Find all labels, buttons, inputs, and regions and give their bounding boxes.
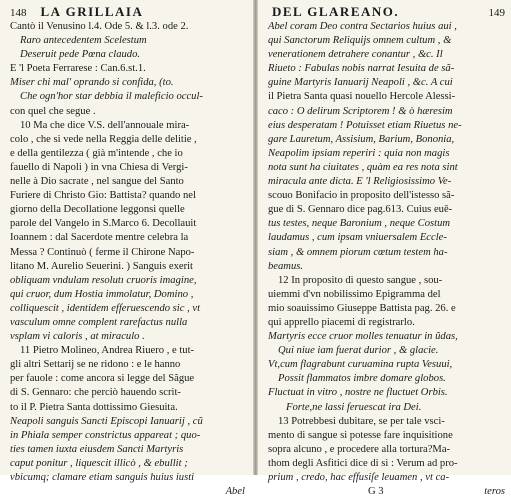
page-number-right: 149	[488, 7, 505, 19]
text-line: gue di S. Gennaro dice pag.613. Cuius euē-	[268, 204, 453, 216]
text-line: Abel coram Deo contra Sectarios huius aui ,	[268, 21, 457, 32]
text-line: Che ogn'hor star debbia il maleficio occul-	[20, 91, 203, 103]
text-line: to il P. Pietra Santa dottissimo Giesuita.	[10, 401, 178, 413]
text-line: in Phiala semper constrictus appareat ; quo-	[10, 429, 201, 441]
text-line: 11 Pietro Molineo, Andrea Riuero , e tut-	[20, 345, 195, 357]
text-line: E 'l Poeta Ferrarese : Can.6.st.1.	[10, 63, 146, 75]
text-line: Vt,cum flagrabunt curuamina rupta Vesuui,	[268, 359, 453, 371]
text-line: e della gentilezza ( già m'intende , che io	[10, 147, 183, 159]
text-line: qui cruor, dum Hostia immolatur, Domino ,	[10, 288, 194, 300]
text-line: scouo Bonifacio in proposito dell'istesso sã-	[268, 190, 455, 202]
text-line: sopra alcuno , e procedere alla tortura?Ma-	[268, 443, 451, 455]
text-line: Possit flammatos imbre domare globos.	[278, 373, 446, 385]
text-line: Neapoli sanguis Sancti Episcopi Ianuarij , cũ	[10, 415, 203, 427]
page-number-left: 148	[10, 7, 27, 19]
left-page-footer	[10, 485, 245, 499]
text-line: prium , credo, hac effusiſe leuamen , vt ca-	[268, 472, 450, 483]
text-line: Riueto : Fabulas nobis narrat Iesuita de sã-	[268, 63, 455, 75]
text-line: Qui niue iam fuerat durior , & glacie.	[278, 345, 439, 357]
text-line: Neapolim ipsiam reperiri : quia non magis	[268, 147, 450, 159]
text-line: nelle à Dio sacrate , nel sangue del Santo	[10, 176, 184, 188]
left-page-header	[10, 4, 245, 20]
right-page-footer	[268, 485, 505, 499]
text-line: vasculum omne complent rarefactus nulla	[10, 316, 188, 328]
text-line: per fauole : come ancora si legge del Sãgue	[10, 373, 195, 385]
text-line: caco : O delirum Scriptorem ! & ò hæresim	[268, 105, 453, 117]
running-title-right: DEL GLAREANO.	[272, 4, 400, 19]
text-line: vbicumq; clamare etiam sanguis huius iusti	[10, 472, 195, 483]
text-line: mento di sangue si potesse fare inquisitione	[268, 429, 453, 441]
text-line: Miser chi mal' oprando si confida, (to.	[10, 77, 174, 89]
text-line: gli altri Settarij se ne ridono : e le hanno	[10, 359, 181, 371]
text-line: thom degli Asfitici dice di sì : Verum ad pro-	[268, 457, 458, 469]
text-line: Raro antecedentem Scelestum	[20, 35, 147, 47]
text-line: 12 In proposito di questo sangue , sou-	[278, 274, 443, 286]
text-line: eius desperatam ! Potuisset etiam Riuetus ne-	[268, 119, 462, 131]
text-line: Forte,ne lassi feruescat ira Dei.	[286, 401, 422, 413]
text-line: venerationem detrahere conantur , &c. Il	[268, 49, 443, 61]
catchword-right: teros	[484, 486, 505, 498]
signature-mark: G 3	[368, 486, 384, 498]
text-line: laudamus , cum ipsam vniuersalem Eccle-	[268, 232, 447, 244]
text-line: tus testes, neque Baronium , neque Costum	[268, 218, 451, 230]
text-line: 10 Ma che dice V.S. dell'annouale mira-	[20, 119, 190, 131]
text-line: siam , & omnem piorum cœtum testem ha-	[268, 246, 448, 258]
left-text-block	[10, 20, 245, 485]
text-line: Deseruit pede Pœna claudo.	[20, 49, 141, 61]
text-line: litano M. Aurelio Seuerini. ) Sanguis exerit	[10, 260, 194, 272]
right-page-header	[268, 4, 505, 20]
text-line: parole del Vangelo in S.Marco 6. Decollauit	[10, 218, 197, 230]
text-line: giorno della Decollatione leggonsi quelle	[10, 204, 185, 216]
text-line: Ioannem : dal Sacerdote mentre celebra la	[10, 232, 189, 244]
right-page	[258, 0, 511, 498]
text-line: Cantò il Venusino l.4. Ode 5. & l.3. ode 2.	[10, 21, 189, 32]
text-line: obliquam vndulam resolutı cruoris imagine,	[10, 274, 197, 286]
text-line: Furiere di Christo Gio: Battista? quando nel	[10, 190, 196, 202]
text-line: di S. Gennaro: che perciò hauendo scrit-	[10, 387, 181, 399]
text-line: vsplam vi caloris , at miraculo .	[10, 331, 145, 343]
text-line: fauello di Napoli ) in vna Chiesa di Vergi-	[10, 161, 188, 173]
text-line: Fluctuat in vitro , nostre ne fluctuet Orbis.	[268, 387, 448, 399]
text-line: nota sunt ha ciuitates , quàm ea res nota sint	[268, 161, 458, 173]
text-line: beamus.	[268, 260, 304, 272]
text-line: 13 Potrebbesi dubitare, se per tale vsci-	[278, 415, 445, 427]
text-line: il Pietra Santa quasi nouello Hercole Alessi-	[268, 91, 456, 103]
text-line: ties tamen iuxta eiusdem Sancti Martyris	[10, 443, 184, 455]
text-line: qui apprello piacemi di registrarlo.	[268, 316, 415, 328]
right-text-block	[268, 20, 505, 485]
left-page	[0, 0, 253, 498]
catchword-left: Abel	[225, 486, 245, 498]
text-line: uiemmi d'vn nobilissimo Epigramma del	[268, 288, 441, 300]
text-line: qui Sanctorum Reliquijs omnem cultum , &	[268, 35, 452, 47]
text-line: Martyris ecce cruor molles tenuatur in ũdas,	[268, 331, 458, 343]
running-title-left: LA GRILLAIA	[40, 4, 144, 19]
text-line: guine Martyris Ianuarij Neapoli , &c. A cui	[268, 77, 453, 89]
text-line: con quel che segue .	[10, 105, 96, 117]
text-line: colliquescit , identidem efferuescendo sic , vt	[10, 302, 201, 314]
text-line: Messa ? Continuò ( ferme il Chirone Napo-	[10, 246, 195, 258]
text-line: caput ponitur , liquescit illicò , & ebullit ;	[10, 457, 188, 469]
text-line: miracula ante dicta. E 'l Religiosissimo Ve-	[268, 176, 452, 188]
text-line: mio soauissimo Giuseppe Battista pag. 26. e	[268, 302, 456, 314]
text-line: gare Lauretum, Assisium, Barium, Bononia,	[268, 133, 455, 145]
text-line: colo , che si vede nella Reggia delle delitie ,	[10, 133, 197, 145]
